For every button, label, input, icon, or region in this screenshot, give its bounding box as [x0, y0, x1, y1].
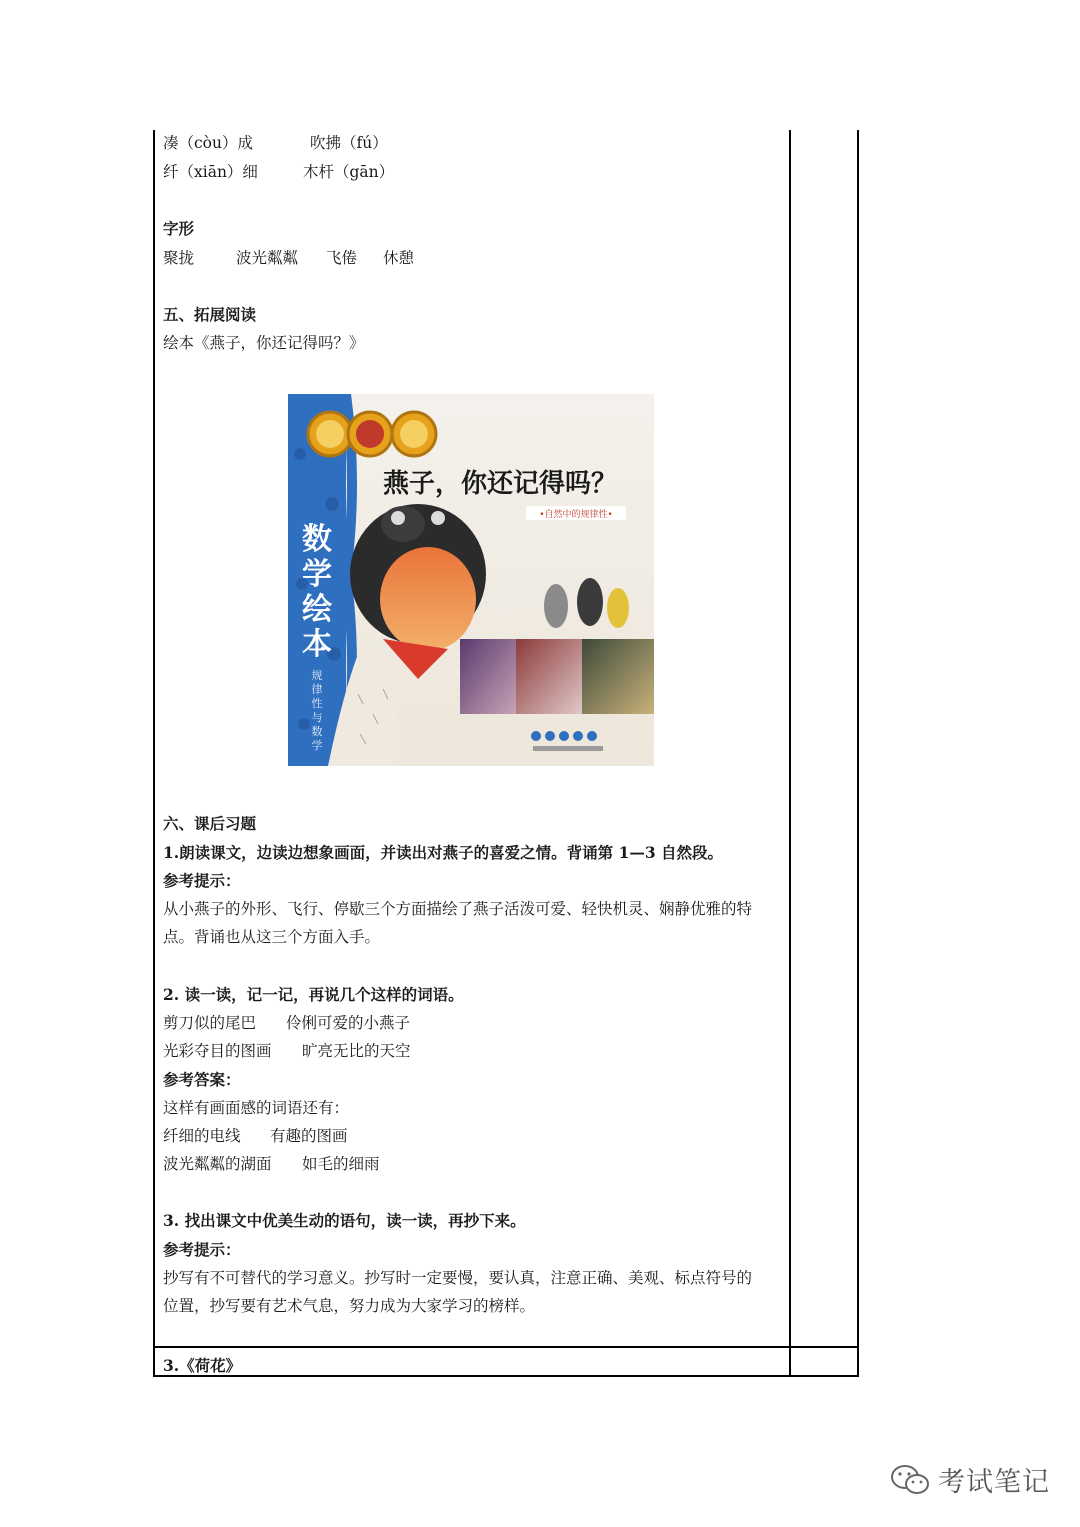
q2-answer-intro: 这样有画面感的词语还有： — [163, 1099, 350, 1117]
q2-answer-row — [163, 1154, 380, 1174]
q1-hint-label: 参考提示： — [163, 871, 241, 890]
svg-text:学: 学 — [302, 557, 332, 592]
zixing-word: 飞倦 — [326, 249, 358, 267]
table-row-divider — [153, 1346, 859, 1348]
q2-answer-word: 有趣的图画 — [270, 1127, 348, 1145]
svg-text:规: 规 — [311, 669, 323, 682]
pinyin-word: 凑（còu）成 — [163, 134, 253, 152]
wechat-icon — [890, 1463, 930, 1497]
q2-answer-label: 参考答案： — [163, 1070, 241, 1089]
svg-text:•自然中的规律性•: •自然中的规律性• — [539, 510, 613, 520]
table-border-bottom — [153, 1375, 859, 1377]
q2-row — [163, 1041, 411, 1061]
next-section-title: 3.《荷花》 — [163, 1356, 242, 1375]
q2-row — [163, 1013, 410, 1033]
q2-word: 光彩夺目的图画 — [163, 1042, 272, 1060]
svg-text:数: 数 — [302, 522, 332, 557]
zixing-word: 聚拢 — [163, 249, 195, 267]
q3-question: 3. 找出课文中优美生动的语句，读一读，再抄下来。 — [163, 1211, 526, 1230]
q1-question: 1.朗读课文，边读边想象画面，并读出对燕子的喜爱之情。背诵第 1—3 自然段。 — [163, 843, 724, 862]
svg-text:数: 数 — [311, 725, 323, 738]
svg-text:律: 律 — [311, 683, 323, 696]
q1-hint-line: 从小燕子的外形、飞行、停歇三个方面描绘了燕子活泼可爱、轻快机灵、娴静优雅的特 — [163, 900, 753, 918]
zixing-heading: 字形 — [163, 219, 195, 238]
svg-text:与: 与 — [311, 711, 323, 724]
watermark — [890, 1460, 1050, 1499]
book-cover-image — [288, 394, 654, 766]
q3-hint-line: 抄写有不可替代的学习意义。抄写时一定要慢，要认真，注意正确、美观、标点符号的 — [163, 1269, 753, 1287]
zixing-words — [163, 248, 414, 268]
pinyin-word: 纤（xiān）细 — [163, 163, 258, 181]
q2-answer-word: 纤细的电线 — [163, 1127, 241, 1145]
table-border-left — [153, 130, 155, 1377]
table-column-divider — [789, 130, 791, 1377]
svg-text:绘: 绘 — [302, 592, 332, 627]
extended-reading-text: 绘本《燕子，你还记得吗？》 — [163, 334, 365, 352]
pinyin-row — [163, 162, 394, 182]
q3-hint-line: 位置，抄写要有艺术气息，努力成为大家学习的榜样。 — [163, 1297, 536, 1315]
q2-question: 2. 读一读，记一记，再说几个这样的词语。 — [163, 985, 464, 1004]
q2-word: 剪刀似的尾巴 — [163, 1014, 257, 1032]
zixing-word: 波光粼粼 — [236, 249, 299, 267]
table-border-right — [857, 130, 859, 1377]
exercises-heading: 六、课后习题 — [163, 814, 257, 833]
pinyin-row — [163, 133, 388, 153]
q2-word: 伶俐可爱的小燕子 — [286, 1014, 411, 1032]
q2-answer-word: 如毛的细雨 — [302, 1155, 380, 1173]
extended-reading-heading: 五、拓展阅读 — [163, 305, 257, 324]
svg-text:燕子，你还记得吗？: 燕子，你还记得吗？ — [383, 469, 618, 499]
svg-text:本: 本 — [302, 627, 332, 662]
q2-answer-row — [163, 1126, 348, 1146]
q2-word: 旷亮无比的天空 — [302, 1042, 411, 1060]
watermark-text: 考试笔记 — [938, 1467, 1050, 1498]
q2-answer-word: 波光粼粼的湖面 — [163, 1155, 272, 1173]
q3-hint-label: 参考提示： — [163, 1240, 241, 1259]
zixing-word: 休憩 — [383, 249, 415, 267]
pinyin-word: 木杆（gān） — [303, 163, 395, 181]
svg-text:性: 性 — [311, 697, 323, 710]
q1-hint-line: 点。背诵也从这三个方面入手。 — [163, 928, 381, 946]
svg-text:学: 学 — [311, 739, 323, 752]
pinyin-word: 吹拂（fú） — [310, 134, 388, 152]
